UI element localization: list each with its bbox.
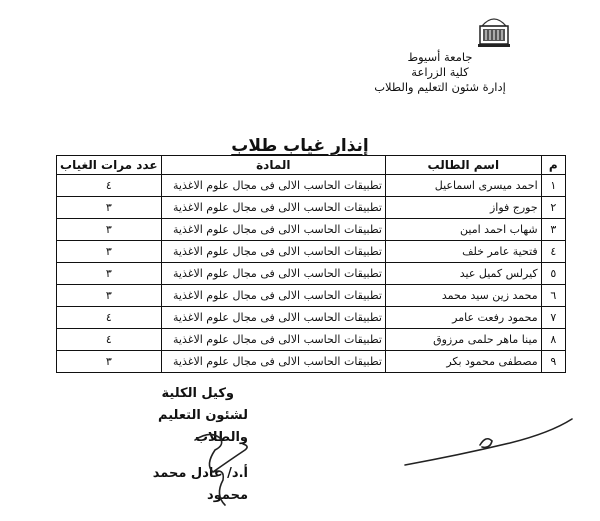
absence-count: ٤ [57,329,162,351]
university-logo-icon [474,12,514,48]
signature-department: لشئون التعليم والطلاب [158,408,248,445]
subject-name: تطبيقات الحاسب الالى فى مجال علوم الاغذية [161,219,385,241]
student-name: جورج فواز [385,197,541,219]
subject-name: تطبيقات الحاسب الالى فى مجال علوم الاغذية [161,307,385,329]
absence-count: ٣ [57,351,162,373]
row-number: ٩ [541,351,565,373]
table-header-row [57,156,566,175]
row-number: ٦ [541,285,565,307]
student-name: فتحية عامر خلف [385,241,541,263]
subject-name: تطبيقات الحاسب الالى فى مجال علوم الاغذية [161,285,385,307]
department-name: إدارة شئون التعليم والطلاب [374,80,506,94]
row-number: ٤ [541,241,565,263]
student-name: محمود رفعت عامر [385,307,541,329]
absence-warning-table [56,155,566,373]
signature-title: وكيل الكلية [161,386,234,401]
university-name: جامعة أسيوط [407,50,473,64]
absence-count: ٤ [57,175,162,197]
row-number: ٥ [541,263,565,285]
table-row [57,351,566,373]
subject-name: تطبيقات الحاسب الالى فى مجال علوم الاغذية [161,329,385,351]
student-name: محمد زين سيد محمد [385,285,541,307]
absence-count: ٤ [57,307,162,329]
table-row [57,307,566,329]
subject-name: تطبيقات الحاسب الالى فى مجال علوم الاغذية [161,263,385,285]
column-header-name: اسم الطالب [385,156,541,175]
row-number: ٨ [541,329,565,351]
table-row [57,175,566,197]
absence-count: ٣ [57,197,162,219]
table-row [57,329,566,351]
subject-name: تطبيقات الحاسب الالى فى مجال علوم الاغذية [161,241,385,263]
column-header-num: م [541,156,565,175]
faculty-name: كلية الزراعة [411,65,469,79]
subject-name: تطبيقات الحاسب الالى فى مجال علوم الاغذية [161,197,385,219]
absence-count: ٣ [57,219,162,241]
absence-count: ٣ [57,263,162,285]
row-number: ١ [541,175,565,197]
column-header-count: عدد مرات الغياب [57,156,162,175]
table-row [57,285,566,307]
row-number: ٢ [541,197,565,219]
subject-name: تطبيقات الحاسب الالى فى مجال علوم الاغذية [161,351,385,373]
row-number: ٣ [541,219,565,241]
table-row [57,219,566,241]
document-title: إنذار غياب طلاب [231,136,369,156]
table-row [57,263,566,285]
row-number: ٧ [541,307,565,329]
absence-count: ٣ [57,241,162,263]
student-name: كيرلس كميل عيد [385,263,541,285]
absence-count: ٣ [57,285,162,307]
letterhead [340,50,540,95]
handwritten-signature-left-icon [185,410,265,510]
handwritten-signature-right-icon [400,405,580,475]
table-row [57,241,566,263]
student-name: احمد ميسرى اسماعيل [385,175,541,197]
student-name: مينا ماهر حلمى مرزوق [385,329,541,351]
signatory-name: أ.د/ عادل محمد محمود [152,466,248,503]
student-name: مصطفى محمود بكر [385,351,541,373]
table-row [57,197,566,219]
subject-name: تطبيقات الحاسب الالى فى مجال علوم الاغذية [161,175,385,197]
document-title-wrap [0,136,600,156]
column-header-subject: المادة [161,156,385,175]
student-name: شهاب احمد امين [385,219,541,241]
